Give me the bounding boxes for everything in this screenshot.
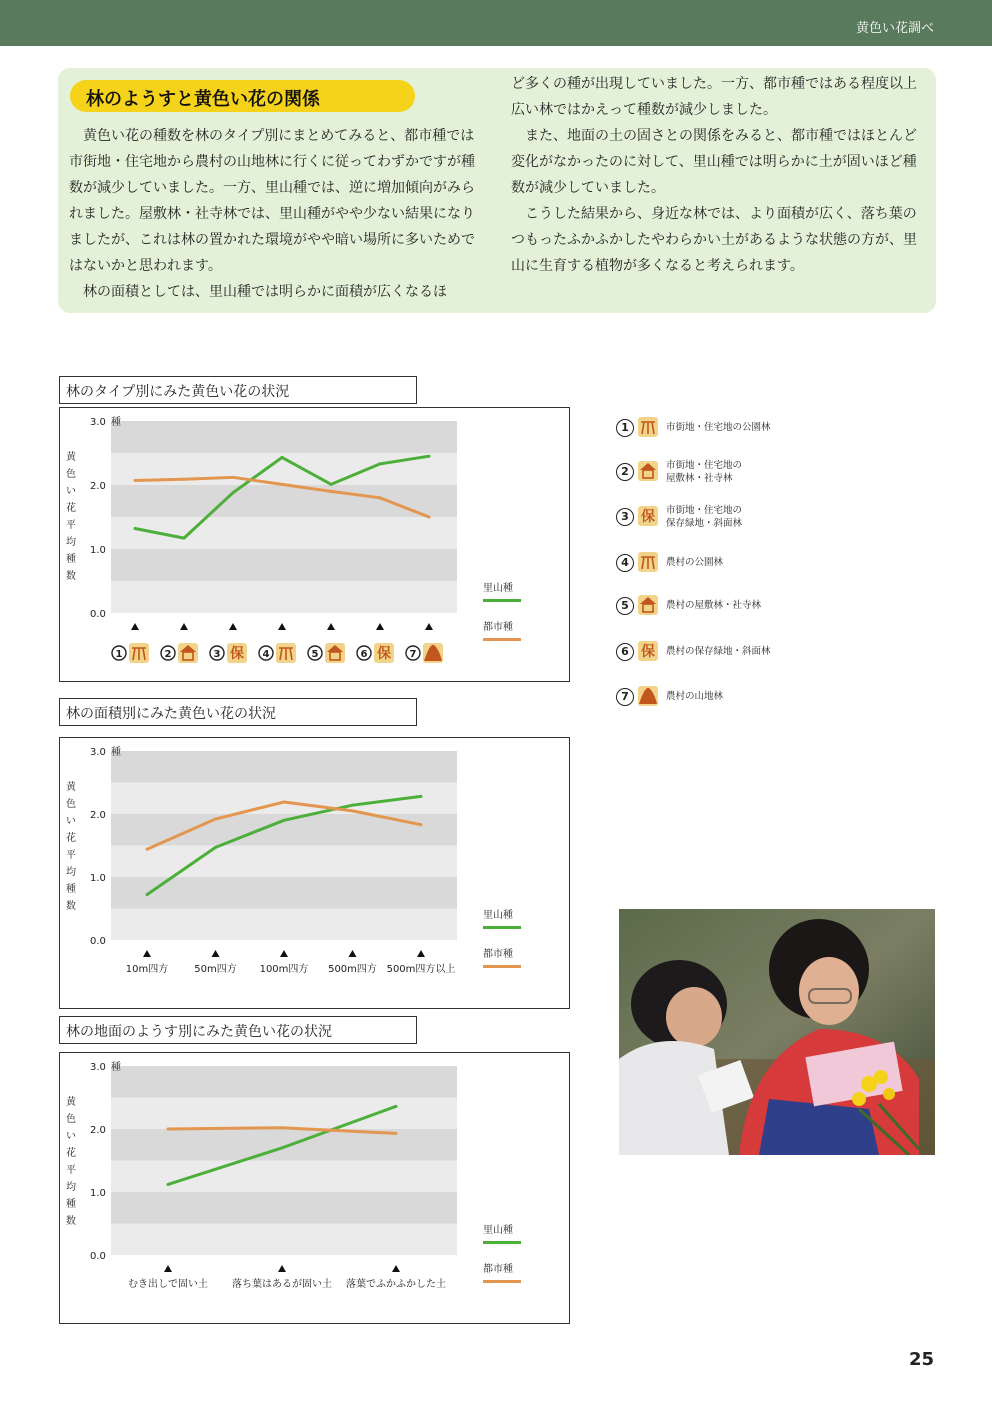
- y-axis-label-char: 色: [66, 469, 76, 480]
- legend-text: [666, 421, 866, 434]
- y-axis-label-char: 花: [66, 833, 76, 844]
- y-axis-label-char: 色: [66, 1114, 76, 1125]
- chart-forest-area: [59, 737, 570, 1009]
- x-marker: [212, 950, 220, 957]
- chart-svg: [60, 1053, 569, 1323]
- y-tick-label: 0.0: [90, 1251, 106, 1262]
- legend-text-line: 農村の山地林: [666, 691, 724, 702]
- y-tick-label: 1.0: [90, 545, 106, 556]
- y-tick-label: 3.0: [90, 417, 106, 428]
- paragraph: また、地面の土の固さとの関係をみると、都市種ではほとんど変化がなかったのに対して、里山種では明らかに土が固いほど種数が減少していました。: [511, 128, 917, 196]
- x-category-icon: [259, 643, 296, 663]
- data-point: [214, 846, 217, 849]
- legend-number: 4: [616, 554, 634, 572]
- y-axis-label-char: い: [66, 816, 76, 827]
- data-point: [183, 478, 186, 481]
- section-heading: 林のようすと黄色い花の関係: [86, 89, 320, 110]
- legend-text-line: 農村の公園林: [666, 557, 724, 568]
- legend-text-line: 保存緑地・斜面林: [666, 518, 743, 529]
- paragraph: こうした結果から、身近な林では、より面積が広く、落ち葉のつもったふかふかしたやわらかい土があるような状態の方が、里山に生育する植物が多くなると考えられます。: [511, 206, 917, 274]
- legend-text-line: 屋敷林・社寺林: [666, 473, 733, 484]
- chart-svg: [60, 738, 569, 1008]
- data-point: [428, 516, 431, 519]
- grid-band: [111, 1129, 457, 1161]
- chart-title-box: [59, 1016, 417, 1044]
- data-point: [330, 490, 333, 493]
- legend-text-line: 市街地・住宅地の: [666, 505, 743, 516]
- legend-number: 3: [616, 508, 634, 526]
- legend-text: [666, 459, 866, 485]
- y-axis-label-char: 数: [66, 1216, 76, 1227]
- mountain-icon: [636, 684, 660, 708]
- paragraph: 黄色い花の種数を林のタイプ別にまとめてみると、都市種では市街地・住宅地から農村の山地林に行くに従ってわずかですが種数が減少していました。一方、里山種では、逆に増加傾向がみられました。屋敷林・社寺林では、里山種がやや少ない結果になりましたが、これは林の置かれた環境がやや暗い場所に多いためではないかと思われます。: [69, 128, 475, 274]
- y-axis-label-char: 黄: [66, 782, 76, 793]
- y-axis-label-char: 平: [66, 1165, 76, 1176]
- x-tick-label: 落ち葉はあるが固い土: [232, 1279, 332, 1290]
- category-number: 1: [115, 649, 123, 660]
- icon-shape: [132, 648, 146, 660]
- shrine-icon: [178, 643, 198, 663]
- legend-number: 6: [616, 643, 634, 661]
- page-number: 25: [908, 1349, 934, 1370]
- data-point: [134, 479, 137, 482]
- x-marker: [229, 623, 237, 630]
- data-point: [281, 1126, 284, 1129]
- x-tick-label: 10m四方: [125, 964, 169, 975]
- grid-band: [111, 909, 457, 941]
- legend-swatch: [483, 1241, 521, 1244]
- legend-swatch: [483, 926, 521, 929]
- x-category-icon: [112, 643, 149, 663]
- y-tick-label: 2.0: [90, 1125, 106, 1136]
- legend-number: 2: [616, 463, 634, 481]
- y-tick-label: 0.0: [90, 609, 106, 620]
- legend-label: 都市種: [483, 949, 513, 960]
- grid-band: [111, 581, 457, 613]
- chart-ground-condition: [59, 1052, 570, 1324]
- data-point: [281, 1146, 284, 1149]
- shrine-icon: [638, 595, 658, 615]
- y-axis-label-char: 平: [66, 850, 76, 861]
- x-marker: [280, 950, 288, 957]
- icon-shape: [641, 557, 655, 569]
- legend-text: [666, 690, 866, 703]
- x-tick-label: 50m四方: [194, 964, 237, 975]
- grid-band: [111, 1192, 457, 1224]
- conservation-icon: [374, 643, 394, 663]
- conservation-icon: [636, 639, 660, 663]
- shrine-icon: [636, 593, 660, 617]
- photo-illustration: [619, 909, 935, 1155]
- grid-band: [111, 1066, 457, 1098]
- park-icon: [638, 552, 658, 572]
- x-category-icon: [161, 643, 198, 663]
- data-point: [232, 476, 235, 479]
- legend-text-line: 農村の屋敷林・社寺林: [666, 600, 762, 611]
- y-axis-label-char: い: [66, 486, 76, 497]
- category-number: 7: [409, 649, 417, 660]
- conservation-icon: [638, 506, 658, 526]
- x-category-icon: [357, 643, 394, 663]
- x-category-icon: [308, 643, 345, 663]
- conservation-icon: [636, 504, 660, 528]
- legend-number: 5: [616, 597, 634, 615]
- y-tick-label: 3.0: [90, 1062, 106, 1073]
- legend-number: 1: [616, 419, 634, 437]
- y-axis-label-char: 数: [66, 571, 76, 582]
- legend-text: [666, 599, 866, 612]
- data-point: [281, 456, 284, 459]
- section-heading-pill: [70, 80, 415, 112]
- legend-text-line: 市街地・住宅地の公園林: [666, 422, 771, 433]
- data-point: [183, 537, 186, 540]
- conservation-icon: [227, 643, 247, 663]
- grid-band: [111, 846, 457, 878]
- mountain-icon: [638, 686, 658, 706]
- header-title: 黄色い花調べ: [855, 21, 934, 36]
- data-point: [379, 462, 382, 465]
- y-tick-label: 0.0: [90, 936, 106, 947]
- y-axis-label-char: 均: [66, 1182, 76, 1193]
- chart-title-box: [59, 698, 417, 726]
- data-point: [232, 491, 235, 494]
- y-axis-label-char: 黄: [66, 452, 76, 463]
- data-point: [395, 1132, 398, 1135]
- data-point: [283, 801, 286, 804]
- legend-text-line: 市街地・住宅地の: [666, 460, 743, 471]
- text-column-right: [511, 71, 927, 279]
- data-point: [420, 795, 423, 798]
- park-icon: [638, 417, 658, 437]
- legend-label: 里山種: [483, 910, 513, 921]
- x-marker: [392, 1265, 400, 1272]
- grid-band: [111, 1098, 457, 1130]
- x-marker: [164, 1265, 172, 1272]
- shrine-icon: [325, 643, 345, 663]
- icon-text: 保: [641, 644, 655, 660]
- chart-forest-type: [59, 407, 570, 682]
- data-point: [330, 483, 333, 486]
- y-axis-label-char: 平: [66, 520, 76, 531]
- legend-label: 都市種: [483, 622, 513, 633]
- data-point: [214, 818, 217, 821]
- chart-title: 林のタイプ別にみた黄色い花の状況: [66, 384, 290, 400]
- x-marker: [417, 950, 425, 957]
- park-icon: [636, 415, 660, 439]
- data-point: [146, 893, 149, 896]
- page-header: [0, 0, 992, 46]
- x-marker: [327, 623, 335, 630]
- x-tick-label: むき出しで固い土: [128, 1279, 208, 1290]
- conservation-icon: [638, 641, 658, 661]
- y-axis-label-char: 色: [66, 799, 76, 810]
- icon-shape: [641, 422, 655, 434]
- legend-label: 都市種: [483, 1264, 513, 1275]
- data-point: [428, 455, 431, 458]
- y-axis-label-char: 種: [66, 1199, 76, 1210]
- paragraph: ど多くの種が出現していました。一方、都市種ではある程度以上広い林ではかえって種数が減少しました。: [511, 76, 917, 118]
- grid-band: [111, 751, 457, 783]
- grid-band: [111, 421, 457, 453]
- data-point: [379, 496, 382, 499]
- legend-number: 7: [616, 688, 634, 706]
- x-marker: [425, 623, 433, 630]
- x-category-icon: [406, 643, 443, 663]
- photo-children-with-flowers: [619, 909, 935, 1155]
- legend-swatch: [483, 599, 521, 602]
- x-marker: [131, 623, 139, 630]
- grid-band: [111, 1224, 457, 1256]
- y-axis-label-char: 花: [66, 503, 76, 514]
- legend-text-line: 農村の保存緑地・斜面林: [666, 646, 771, 657]
- data-point: [146, 848, 149, 851]
- chart-title-box: [59, 376, 417, 404]
- y-tick-label: 1.0: [90, 1188, 106, 1199]
- legend-swatch: [483, 1280, 521, 1283]
- chart-title: 林の面積別にみた黄色い花の状況: [66, 706, 276, 722]
- x-category-icon: [210, 643, 247, 663]
- legend-swatch: [483, 638, 521, 641]
- category-number: 4: [262, 649, 270, 660]
- chart-title: 林の地面のようす別にみた黄色い花の状況: [66, 1024, 332, 1040]
- legend-text: [666, 504, 866, 530]
- data-point: [420, 823, 423, 826]
- category-number: 6: [360, 649, 368, 660]
- data-point: [134, 527, 137, 530]
- shrine-icon: [638, 461, 658, 481]
- x-marker: [376, 623, 384, 630]
- x-tick-label: 落葉でふかふかした土: [346, 1279, 446, 1290]
- legend-swatch: [483, 965, 521, 968]
- data-point: [167, 1183, 170, 1186]
- data-point: [395, 1105, 398, 1108]
- y-tick-label: 1.0: [90, 873, 106, 884]
- grid-band: [111, 485, 457, 517]
- x-marker: [349, 950, 357, 957]
- y-axis-label-char: 均: [66, 867, 76, 878]
- grid-band: [111, 1161, 457, 1193]
- icon-text: 保: [230, 646, 244, 662]
- category-number: 2: [164, 649, 172, 660]
- paragraph: 林の面積としては、里山種では明らかに面積が広くなるほ: [83, 284, 447, 300]
- y-unit-label: 種: [111, 1062, 121, 1073]
- data-point: [351, 809, 354, 812]
- legend-label: 里山種: [483, 583, 513, 594]
- data-point: [281, 483, 284, 486]
- y-axis-label-char: 種: [66, 884, 76, 895]
- y-axis-label-char: 種: [66, 554, 76, 565]
- y-axis-label-char: 均: [66, 537, 76, 548]
- forest-type-legend: [614, 412, 874, 712]
- x-marker: [278, 1265, 286, 1272]
- icon-text: 保: [377, 646, 391, 662]
- x-marker: [278, 623, 286, 630]
- legend-label: 里山種: [483, 1225, 513, 1236]
- legend-text: [666, 556, 866, 569]
- data-point: [351, 804, 354, 807]
- y-axis-label-char: い: [66, 1131, 76, 1142]
- grid-band: [111, 549, 457, 581]
- x-tick-label: 500m四方: [328, 964, 377, 975]
- x-tick-label: 500m四方以上: [386, 964, 456, 975]
- x-marker: [180, 623, 188, 630]
- shrine-icon: [636, 459, 660, 483]
- y-unit-label: 種: [111, 417, 121, 428]
- y-axis-label-char: 黄: [66, 1097, 76, 1108]
- y-axis-label-char: 数: [66, 901, 76, 912]
- legend-text: [666, 645, 866, 658]
- text-column-left: [69, 123, 485, 305]
- y-tick-label: 2.0: [90, 810, 106, 821]
- data-point: [167, 1128, 170, 1131]
- category-number: 5: [311, 649, 319, 660]
- y-unit-label: 種: [111, 747, 121, 758]
- icon-shape: [279, 648, 293, 660]
- park-icon: [129, 643, 149, 663]
- park-icon: [636, 550, 660, 574]
- mountain-icon: [423, 643, 443, 663]
- y-tick-label: 3.0: [90, 747, 106, 758]
- y-axis-label-char: 花: [66, 1148, 76, 1159]
- x-tick-label: 100m四方: [259, 964, 309, 975]
- x-marker: [143, 950, 151, 957]
- icon-text: 保: [641, 509, 655, 525]
- data-point: [283, 819, 286, 822]
- park-icon: [276, 643, 296, 663]
- grid-band: [111, 877, 457, 909]
- category-number: 3: [213, 649, 221, 660]
- y-tick-label: 2.0: [90, 481, 106, 492]
- chart-svg: [60, 408, 569, 681]
